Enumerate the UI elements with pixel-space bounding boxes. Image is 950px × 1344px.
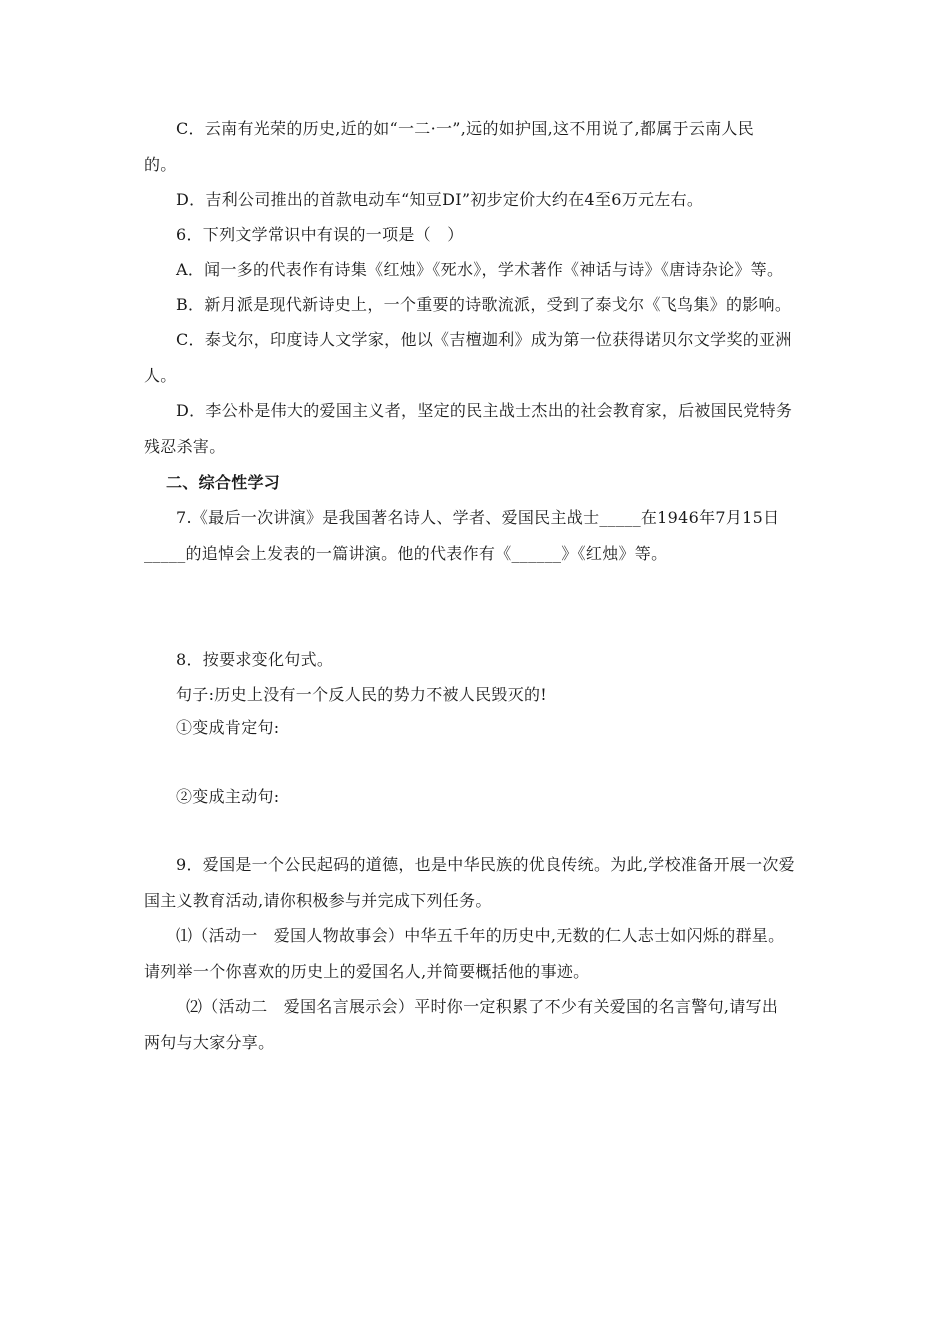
q8-task2: ②变成主动句: bbox=[176, 787, 280, 806]
section-heading: 二、综合性学习 bbox=[166, 473, 281, 492]
q6-option-b: B．新月派是现代新诗史上，一个重要的诗歌流派，受到了泰戈尔《飞鸟集》的影响。 bbox=[176, 295, 792, 314]
q8-task1: ①变成肯定句: bbox=[176, 718, 280, 737]
q6-stem: 6．下列文学常识中有误的一项是（ ） bbox=[176, 225, 464, 244]
q6-option-c-line2: 人。 bbox=[144, 366, 177, 385]
q7-line2: _____的追悼会上发表的一篇讲演。他的代表作有《______》《红烛》等。 bbox=[144, 544, 668, 563]
q9-sub2-line2: 两句与大家分享。 bbox=[144, 1033, 275, 1052]
q5-option-c-line1: C．云南有光荣的历史,近的如“一二·一”,远的如护国,这不用说了,都属于云南人民 bbox=[176, 119, 755, 138]
q6-option-c-line1: C．泰戈尔，印度诗人文学家，他以《吉檀迦利》成为第一位获得诺贝尔文学奖的亚洲 bbox=[176, 330, 792, 349]
q5-option-c-line2: 的。 bbox=[144, 155, 177, 174]
q7-line1: 7.《最后一次讲演》是我国著名诗人、学者、爱国民主战士_____在1946年7月15日 bbox=[176, 508, 780, 527]
q8-sentence: 句子:历史上没有一个反人民的势力不被人民毁灭的! bbox=[176, 685, 548, 704]
q6-option-d-line1: D．李公朴是伟大的爱国主义者，坚定的民主战士杰出的社会教育家，后被国民党特务 bbox=[176, 401, 793, 420]
q9-stem-line2: 国主义教育活动,请你积极参与并完成下列任务。 bbox=[144, 891, 492, 910]
q5-option-d: D．吉利公司推出的首款电动车“知豆DI”初步定价大约在4至6万元左右。 bbox=[176, 190, 704, 209]
q8-stem: 8．按要求变化句式。 bbox=[176, 650, 334, 669]
q6-option-a: A．闻一多的代表作有诗集《红烛》《死水》，学术著作《神话与诗》《唐诗杂论》等。 bbox=[176, 260, 784, 279]
q9-stem-line1: 9．爱国是一个公民起码的道德，也是中华民族的优良传统。为此,学校准备开展一次爱 bbox=[176, 855, 795, 874]
q9-sub1-line2: 请列举一个你喜欢的历史上的爱国名人,并简要概括他的事迹。 bbox=[144, 962, 590, 981]
q6-option-d-line2: 残忍杀害。 bbox=[144, 437, 226, 456]
q9-sub2-line1: ⑵（活动二 爱国名言展示会）平时你一定积累了不少有关爱国的名言警句,请写出 bbox=[186, 997, 779, 1016]
q9-sub1-line1: ⑴（活动一 爱国人物故事会）中华五千年的历史中,无数的仁人志士如闪烁的群星。 bbox=[176, 926, 785, 945]
